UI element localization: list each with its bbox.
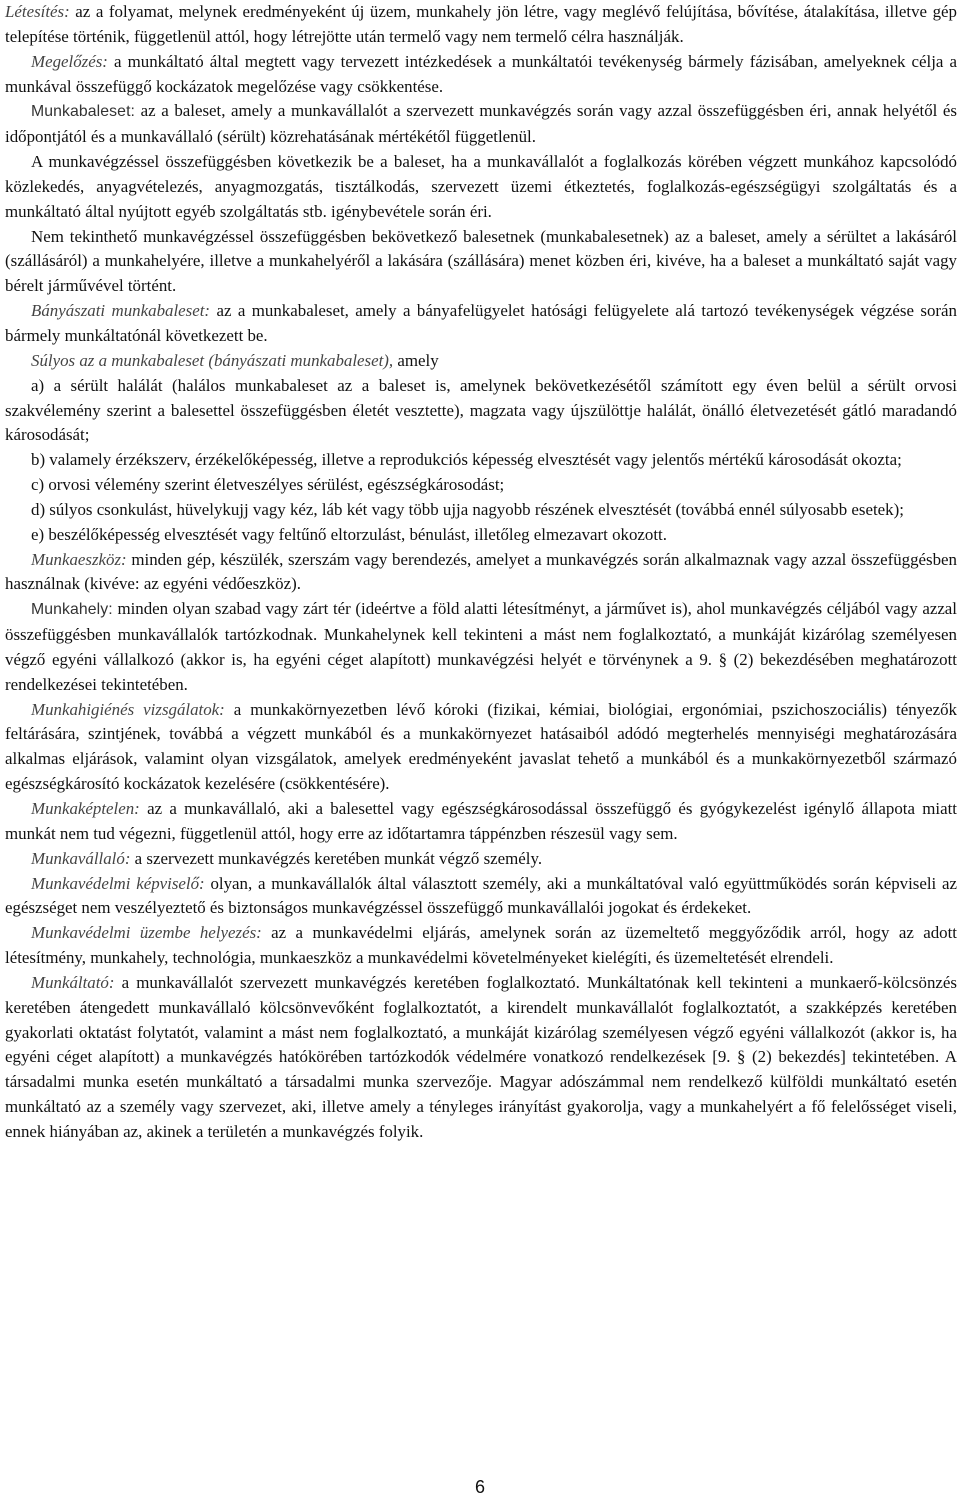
term: Munkavédelmi üzembe helyezés: [31, 923, 262, 943]
list-item-text: e) beszélőképesség elvesztését vagy feltűnő eltorzulást, bénulást, illetőleg elmezavart okozott. [31, 524, 667, 544]
list-item-b [5, 448, 957, 473]
definition-sulyos [5, 349, 957, 374]
list-item-d [5, 498, 957, 523]
paragraph-nem-tekintheto [5, 225, 957, 300]
definition-munkaltato [5, 971, 957, 1145]
list-item-text: a) a sérült halálát (halálos munkabaleset az a baleset is, amelynek bekövetkezésétől számított egy éven belül a sérült orvosi szakvélemény szerint a balesettel összefüggésben életét vesztette), magzata vagy újszülöttje halálát, önálló életvezetését gátló maradandó károsodását; [5, 375, 957, 445]
definition-text: az a folyamat, melynek eredményeként új üzem, munkahely jön létre, vagy meglévő felújítása, bővítése, átalakítása, illetve gép telepítése történik, függetlenül attól, hogy létrejötte után termelő vagy nem termelő célra használják. [5, 2, 957, 46]
term: Munkabaleset: [31, 103, 136, 121]
definition-munkaeszkoz [5, 548, 957, 598]
definition-text: az a baleset, amely a munkavállalót a szervezett munkavégzés során vagy azzal összefüggésben éri, annak helyétől és időpontjától és a munkavállaló (sérült) közrehatásának mértékétől függetlenül. [5, 101, 957, 147]
definition-munkahigienes [5, 698, 957, 797]
definition-megelozes [5, 50, 957, 100]
definition-text: minden gép, készülék, szerszám vagy berendezés, amelyet a munkavégzés során alkalmaznak vagy azzal összefüggésben használnak (kivéve: az egyéni védőeszköz). [5, 549, 957, 594]
page-number: 6 [474, 1477, 485, 1497]
definition-munkahely [5, 597, 957, 697]
definition-text: az a munkavállaló, aki a balesettel vagy egészségkárosodással összefüggő és gyógykezelést igénylő állapota miatt munkát nem tud végezni, függetlenül attól, hogy erre az időtartamra táppénzben részesül vagy sem. [5, 799, 957, 843]
term: Munkahigiénés vizsgálatok: [31, 699, 225, 719]
paragraph-text: Nem tekinthető munkavégzéssel összefüggésben bekövetkező balesetnek (munkabalesetnek) az a baleset, amely a sérültet a lakásáról (szállásáról) a munkahelyére, illetve a munkahelyéről a lakására (szállására) menet közben éri, kivéve, ha a baleset a munkáltató saját vagy bérelt járművével történt. [5, 226, 957, 296]
term: Súlyos az a munkabaleset (bányászati munkabaleset), [31, 350, 394, 370]
definition-letesites [5, 0, 957, 50]
definition-banyaszati [5, 299, 957, 349]
definition-munkavedelmi-kepviselo [5, 872, 957, 922]
term: Bányászati munkabaleset: [31, 301, 211, 321]
term: Munkaeszköz: [31, 549, 127, 569]
list-item-c [5, 473, 957, 498]
definition-text: a szervezett munkavégzés keretében munkát végző személy. [130, 848, 543, 868]
term: Létesítés: [5, 2, 70, 21]
term: Munkahely: [31, 601, 113, 619]
list-item-text: d) súlyos csonkulást, hüvelykujj vagy kéz, láb két vagy több ujja nagyobb részének elvesztését (továbbá ennél súlyosabb esetek); [31, 499, 904, 519]
definition-munkabaleset [5, 99, 957, 150]
definition-munkavallalo [5, 847, 957, 872]
definition-text: minden olyan szabad vagy zárt tér (ideértve a föld alatti létesítményt, a járművet is), ahol munkavégzés céljából vagy azzal összefüggésben munkavállalók tartózkodnak. Munkahelynek kell tekinteni a mást nem foglalkoztató, a munkáját kizárólag személyesen végző egyéni vállalkozó (akkor is, ha egyéni céget alapított) munkavégzési helyét e törvénynek a 9. § (2) bekezdésében meghatározott rendelkezései tekintetében. [5, 599, 957, 694]
list-item-a [5, 374, 957, 449]
definition-text: a munkavállalót szervezett munkavégzés keretében foglalkoztató. Munkáltatónak kell tekinteni a munkaerő-kölcsönzés keretében átengedett munkavállaló kölcsönvevőként foglalkoztatót, a kirendelt munkavállalót foglalkoztatót, a szakképzés keretében gyakorlati oktatást folytatót, valamint a mást nem foglalkoztató, a munkáját kizárólag személyesen végző egyéni vállalkozót (akkor is, ha egyéni céget alapított) a munkavégzés hatókörében tartózkodók védelmére vonatkozó rendelkezések [9. § (2) bekezdés] tekintetében. A társadalmi munka esetén munkáltató a társadalmi munka szervezője. Magyar adószámmal nem rendelkező külföldi munkáltató esetén munkáltató az a személy vagy szervezet, aki, illetve amely a tényleges irányítást gyakorolja, vagy a munkahelyért a fő felelősséget viseli, ennek hiányában az, akinek a területén a munkavégzés folyik. [5, 972, 957, 1141]
list-item-text: b) valamely érzékszerv, érzékelőképesség, illetve a reprodukciós képesség elvesztését vagy jelentős mértékű károsodását okozta; [31, 450, 902, 470]
definition-text: a munkakörnyezetben lévő kóroki (fizikai, kémiai, biológiai, ergonómiai, pszichoszociális) tényezők feltárására, szintjének, továbbá a végzett munkából és a munkakörnyezet hatásaiból adódó megterhelés mennyiségi meghatározására alkalmas eljárások, valamint olyan vizsgálatok, amelyek eredményeként javaslat tehető a munkából és a munkakörnyezetből származó egészségkárosító kockázatok kezelésére (csökkentésére). [5, 699, 957, 794]
term: Munkaképtelen: [31, 799, 140, 818]
list-item-e [5, 523, 957, 548]
definition-text: a munkáltató által megtett vagy tervezett intézkedések a munkáltatói tevékenység bármely fázisában, amelyeknek célja a munkával összefüggő kockázatok megelőzése vagy csökkentése. [5, 51, 957, 96]
paragraph-text: A munkavégzéssel összefüggésben következik be a baleset, ha a munkavállalót a foglalkozás körében végzett munkához kapcsolódó közlekedés, anyagvételezés, anyagmozgatás, tisztálkodás, szervezett üzemi étkeztetés, foglalkozás-egészségügyi szolgáltatás és a munkáltató által nyújtott egyéb szolgáltatás stb. igénybevétele során éri. [5, 152, 957, 221]
term: Munkáltató: [31, 972, 115, 992]
definition-text: az a munkavédelmi eljárás, amelynek során az üzemeltető meggyőződik arról, hogy az adott létesítmény, munkahely, technológia, munkaeszköz a munkavédelmi követelményeket kielégíti, és üzemeltetését elrendeli. [5, 923, 957, 968]
term: Munkavédelmi képviselő: [31, 873, 205, 893]
term: Megelőzés: [31, 51, 108, 71]
definition-text: az a munkabaleset, amely a bányafelügyelet hatósági felügyelete alá tartozó tevékenységek végzése során bármely munkáltatónál következett be. [5, 301, 957, 345]
paragraph-osszefugges [5, 150, 957, 225]
definition-text: olyan, a munkavállalók által választott személy, aki a munkáltatóval való együttműködés során képviseli az egészséget nem veszélyeztető és biztonságos munkavégzéssel összefüggő munkavállalói jogokat és érdekeket. [5, 873, 957, 918]
definition-munkakeptelen [5, 797, 957, 847]
term: Munkavállaló: [31, 848, 131, 868]
definition-uzembe-helyezes [5, 921, 957, 971]
list-item-text: c) orvosi vélemény szerint életveszélyes sérülést, egészségkárosodást; [31, 475, 505, 495]
definition-text: amely [393, 350, 439, 370]
